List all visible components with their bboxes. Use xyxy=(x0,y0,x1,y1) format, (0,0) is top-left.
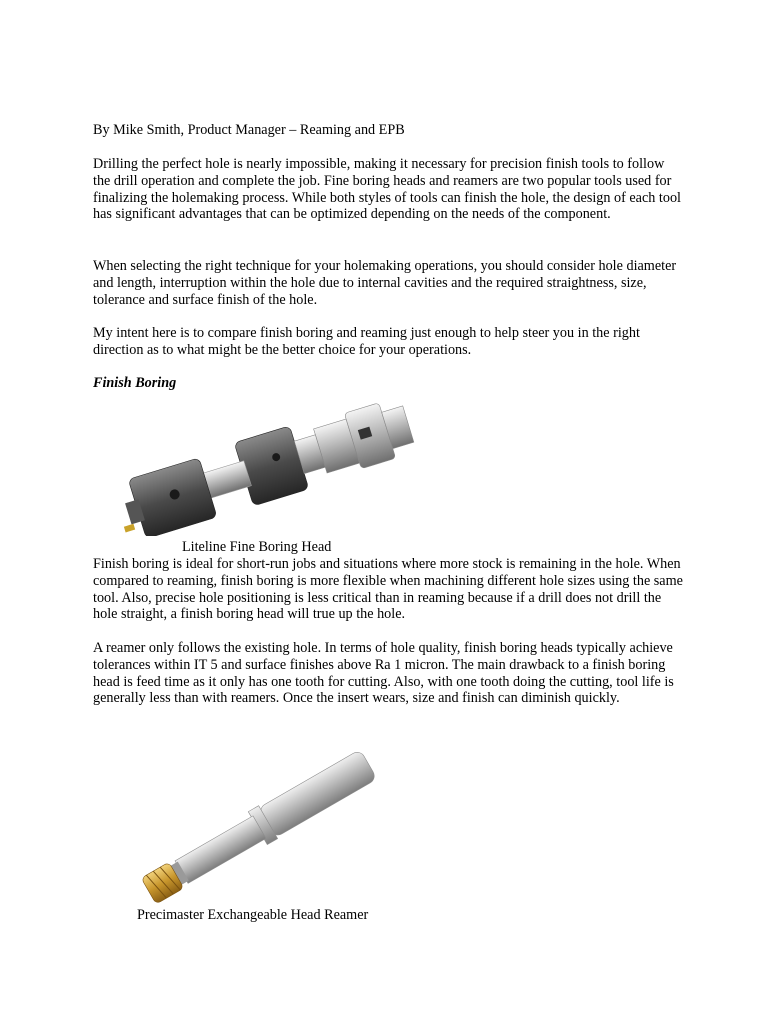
finish-boring-ideal-paragraph: Finish boring is ideal for short-run jobs and situations where more stock is remaining in the hole. When compared to reaming, finish boring is more flexible when machining different hole sizes using the same tool. Also, precise hole positioning is less critical than in reaming because if a drill does not drill the hole straight, a finish boring head will true up the hole. xyxy=(93,556,683,623)
author-byline: By Mike Smith, Product Manager – Reaming and EPB xyxy=(93,122,405,138)
selecting-technique-paragraph: When selecting the right technique for your holemaking operations, you should consider hole diameter and length, interruption within the hole due to internal cavities and the required straightness, size, tolerance and surface finish of the hole. xyxy=(93,258,677,308)
reamer-follows-paragraph: A reamer only follows the existing hole. In terms of hole quality, finish boring heads typically achieve tolerances within IT 5 and surface finishes above Ra 1 micron. The main drawback to a finish boring head is feed time as it only has one tooth for cutting. Also, with one tooth doing the cutting, tool life is generally less than with reamers. Once the insert wears, size and finish can diminish quickly. xyxy=(93,640,674,707)
exchangeable-head-reamer-image xyxy=(118,748,403,908)
intro-paragraph: Drilling the perfect hole is nearly impossible, making it necessary for precision finish tools to follow the drill operation and complete the job. Fine boring heads and reamers are two popular tools used for finalizing the holemaking process. While both styles of tools can finish the hole, the design of each tool has significant advantages that can be optimized depending on the needs of the component. xyxy=(93,156,681,223)
section-heading-finish-boring: Finish Boring xyxy=(93,375,177,391)
fine-boring-head-image xyxy=(113,400,423,536)
fine-boring-head-caption: Liteline Fine Boring Head xyxy=(182,539,332,555)
intent-paragraph: My intent here is to compare finish boring and reaming just enough to help steer you in the right direction as to what might be the better choice for your operations. xyxy=(93,325,640,358)
reamer-caption: Precimaster Exchangeable Head Reamer xyxy=(137,907,369,923)
